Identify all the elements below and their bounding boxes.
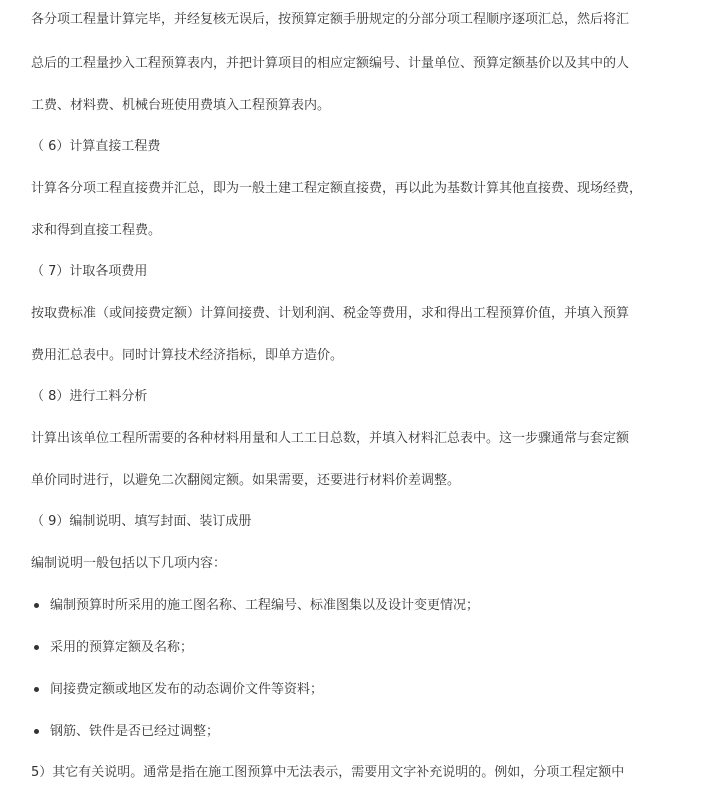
list-item-text: 采用的预算定额及名称； xyxy=(50,640,194,655)
paragraph-line: 工费、材料费、机械台班使用费填入工程预算表内。 xyxy=(31,98,331,113)
paragraph-line: 计算出该单位工程所需要的各种材料用量和人工工日总数，并填入材料汇总表中。这一步骤通常与套定额 xyxy=(31,431,630,446)
section-heading-7: （ 7）计取各项费用 xyxy=(31,264,148,279)
list-item-text: 编制预算时所采用的施工图名称、工程编号、标准图集以及设计变更情况； xyxy=(50,598,480,613)
section-heading-6: （ 6）计算直接工程费 xyxy=(31,139,161,154)
paragraph-line: 单价同时进行，以避免二次翻阅定额。如果需要，还要进行材料价差调整。 xyxy=(31,473,461,488)
paragraph-line: 求和得到直接工程费。 xyxy=(31,223,162,238)
paragraph-line: 编制说明一般包括以下几项内容： xyxy=(31,556,227,571)
bullet-icon xyxy=(34,645,39,650)
paragraph-line: 计算各分项工程直接费并汇总，即为一般土建工程定额直接费，再以此为基数计算其他直接费、现场经费， xyxy=(31,181,643,196)
section-heading-8: （ 8）进行工料分析 xyxy=(31,389,148,404)
paragraph-line: 总后的工程量抄入工程预算表内，并把计算项目的相应定额编号、计量单位、预算定额基价以及其中的人 xyxy=(31,56,630,71)
list-item-text: 钢筋、铁件是否已经过调整； xyxy=(50,724,220,739)
paragraph-line: 5）其它有关说明。通常是指在施工图预算中无法表示，需要用文字补充说明的。例如，分项工程定额中 xyxy=(31,765,625,780)
paragraph-line: 费用汇总表中。同时计算技术经济指标，即单方造价。 xyxy=(31,348,344,363)
bullet-icon xyxy=(34,729,39,734)
section-heading-9: （ 9）编制说明、填写封面、装订成册 xyxy=(31,514,252,529)
bullet-icon xyxy=(34,603,39,608)
paragraph-line: 各分项工程量计算完毕，并经复核无误后，按预算定额手册规定的分部分项工程顺序逐项汇总，然后将汇 xyxy=(31,12,630,27)
paragraph-line: 按取费标准（或间接费定额）计算间接费、计划利润、税金等费用，求和得出工程预算价值，并填入预算 xyxy=(31,306,630,321)
bullet-icon xyxy=(34,687,39,692)
list-item-text: 间接费定额或地区发布的动态调价文件等资料； xyxy=(50,682,324,697)
